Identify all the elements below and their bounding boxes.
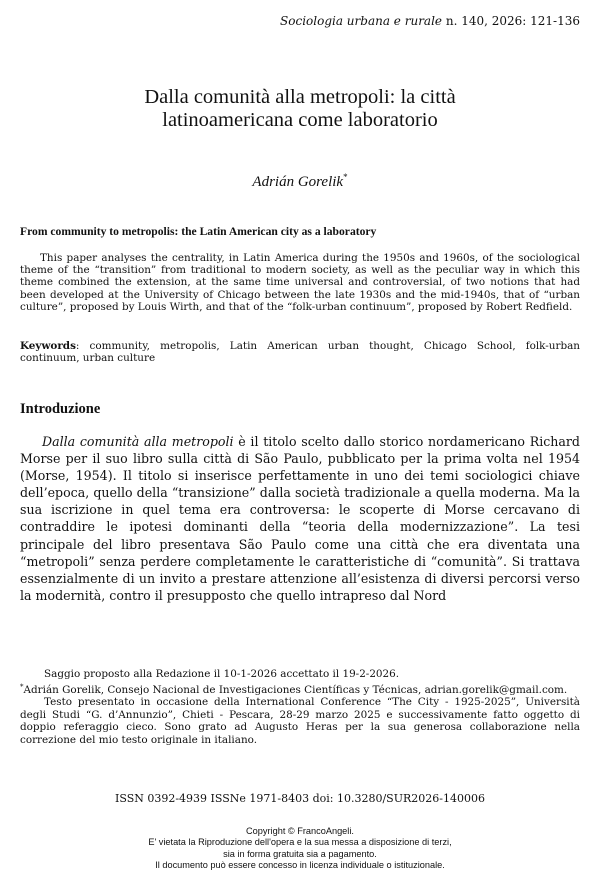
copyright-line-3: sia in forma gratuita sia a pagamento. xyxy=(223,848,377,859)
affiliation-text: Adrián Gorelik, Consejo Nacional de Investigaciones Científicas y Técnicas, adrian.gorelik@gmail.com. xyxy=(23,683,568,696)
issue-info: n. 140, 2026: 121-136 xyxy=(442,14,580,28)
keywords-label: Keywords xyxy=(20,340,76,352)
copyright-line-4: Il documento può essere concesso in licenza individuale o istituzionale. xyxy=(155,859,445,870)
abstract-text: This paper analyses the centrality, in Latin America during the 1950s and 1960s, of the sociological theme of the “transition” from traditional to modern society, as well as the peculiar way in which this theme combined the extension, at the same time universal and controversial, of two notions that had been developed at the University of Chicago between the late 1930s and the mid-1940s, that of “urban culture”, proposed by Louis Wirth, and that of the “folk-urban continuum”, proposed by Robert Redfield. xyxy=(20,252,580,313)
keywords-list: : community, metropolis, Latin American urban thought, Chicago School, folk-urban continuum, urban culture xyxy=(20,340,580,365)
title-line-2: latinoamericana come laboratorio xyxy=(162,109,438,131)
copyright-line-2: E' vietata la Riproduzione dell'opera e la sua messa a disposizione di terzi, xyxy=(148,837,452,848)
affiliation-mark: * xyxy=(20,682,24,691)
keywords xyxy=(20,340,580,364)
author-line xyxy=(0,172,600,191)
book-title: Dalla comunità alla metropoli xyxy=(42,434,234,449)
article-title xyxy=(0,86,600,132)
journal-citation xyxy=(280,14,580,28)
conference-note: Testo presentato in occasione della International Conference “The City - 1925-2025”, Università degli Studi “G. d’Annunzio”, Chieti - Pescara, 28-29 marzo 2025 e successivamente fatto oggetto di doppio referaggio cieco. Sono grato ad Augusto Heras per la sua generosa collaborazione nella correzione del mio testo originale in italiano. xyxy=(20,696,580,746)
copyright-notice xyxy=(0,826,600,871)
submission-note: Saggio proposto alla Redazione il 10-1-2026 accettato il 19-2-2026. xyxy=(44,668,400,680)
author-footnote-mark[interactable]: * xyxy=(343,172,348,182)
english-title: From community to metropolis: the Latin American city as a laboratory xyxy=(20,225,377,238)
affiliation-note xyxy=(20,681,580,697)
issn-doi-line: ISSN 0392-4939 ISSNe 1971-8403 doi: 10.3280/SUR2026-140006 xyxy=(115,792,485,805)
intro-paragraph xyxy=(20,433,580,604)
section-heading: Introduzione xyxy=(20,401,101,417)
copyright-line-1: Copyright © FrancoAngeli. xyxy=(246,826,354,836)
journal-name: Sociologia urbana e rurale xyxy=(280,14,443,28)
footnotes xyxy=(20,668,580,747)
title-line-1: Dalla comunità alla metropoli: la città xyxy=(144,86,456,108)
author-name: Adrián Gorelik xyxy=(252,174,344,190)
intro-paragraph-text: è il titolo scelto dallo storico nordamericano Richard Morse per il suo libro sulla città di São Paulo, pubblicato per la prima volta nel 1954 (Morse, 1954). Il titolo si inserisce perfettamente in uno dei temi sociologici chiave dell’epoca, quello della “transizione” dalla società tradizionale a quella moderna. Ma la sua iscrizione in quel tema era controversa: le scoperte di Morse cercavano di contraddire le ipotesi dominanti della “teoria della modernizzazione”. La tesi principale del libro presentava São Paulo come una città che era diventata una “metropoli” senza perdere completamente le caratteristiche di “comunità”. Si trattava essenzialmente di un invito a prestare attenzione all’esistenza di diversi percorsi verso la modernità, contro il presupposto che quello intrapreso dal Nord xyxy=(20,434,580,603)
